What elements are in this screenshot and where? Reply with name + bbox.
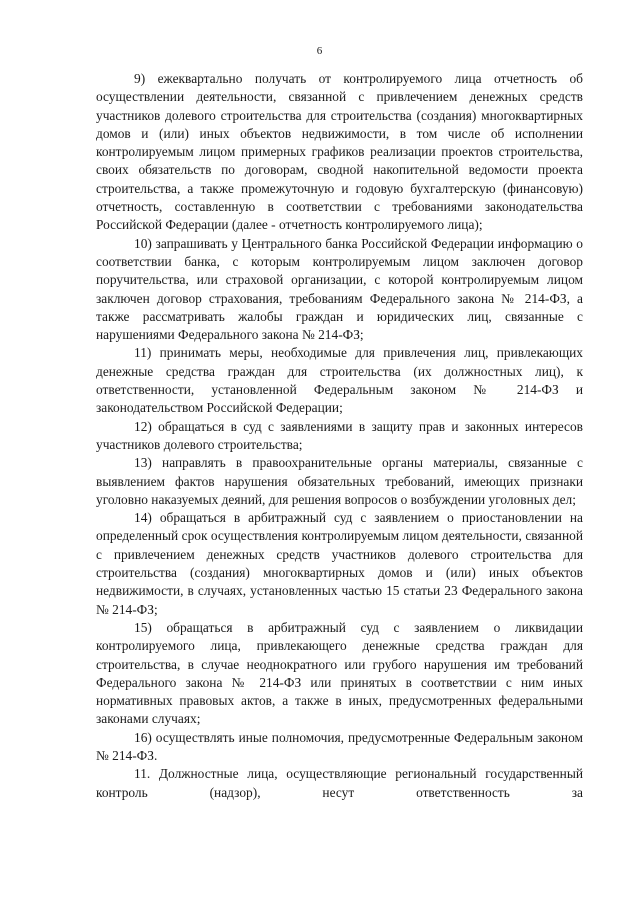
- paragraph-item-13: 13) направлять в правоохранительные органы материалы, связанные с выявлением фактов нарушения обязательных требований, имеющих признаки уголовно наказуемых деяний, для решения вопросов о возбуждении уголовных дел;: [96, 455, 583, 507]
- paragraph-section-11: 11. Должностные лица, осуществляющие региональный государственный контроль (надзор), несут ответственность за: [96, 766, 583, 800]
- paragraph-item-12: 12) обращаться в суд с заявлениями в защиту прав и законных интересов участников долевого строительства;: [96, 418, 583, 452]
- paragraph-item-15: 15) обращаться в арбитражный суд с заявлением о ликвидации контролируемого лица, привлекающего денежные средства граждан для строительства, в случае неоднократного или грубого нарушения им требований Федерального закона № 214-ФЗ или принятых в соответствии с ним иных нормативных правовых актов, а также в иных, предусмотренных федеральными законами случаях;: [96, 619, 583, 727]
- paragraph-item-10: 10) запрашивать у Центрального банка Российской Федерации информацию о соответствии банка, с которым контролируемым лицом заключен договор поручительства, или страховой организации, с которой контролируемым лицом заключен договор страхования, требованиям Федерального закона № 214-ФЗ, а также рассматривать жалобы граждан и юридических лиц, связанные с нарушениями Федерального закона № 214-ФЗ;: [96, 235, 583, 343]
- page-number: 6: [316, 45, 323, 57]
- paragraph-item-11: 11) принимать меры, необходимые для привлечения лиц, привлекающих денежные средства граждан для строительства (их должностных лиц), к ответственности, установленной Федеральным законом № 214-ФЗ и законодательством Российской Федерации;: [96, 345, 583, 416]
- paragraph-item-16: 16) осуществлять иные полномочия, предусмотренные Федеральным законом № 214-ФЗ.: [96, 729, 583, 763]
- paragraph-item-9: 9) ежеквартально получать от контролируемого лица отчетность об осуществлении деятельности, связанной с привлечением денежных средств участников долевого строительства для строительства (создания) многоквартирных домов и (или) иных объектов недвижимости, в том числе об исполнении контролируемым лицом примерных графиков реализации проектов строительства, своих обязательств по договорам, сводной накопительной ведомости проекта строительства, а также промежуточную и годовую бухгалтерскую (финансовую) отчетность, составленную в соответствии с требованиями законодательства Российской Федерации (далее - отчетность контролируемого лица);: [96, 71, 583, 233]
- paragraph-item-14: 14) обращаться в арбитражный суд с заявлением о приостановлении на определенный срок осуществления контролируемым лицом деятельности, связанной с привлечением денежных средств участников долевого строительства для строительства (создания) многоквартирных домов и (или) иных объектов недвижимости, в случаях, установленных частью 15 статьи 23 Федерального закона № 214-ФЗ;: [96, 510, 583, 617]
- document-body: [96, 70, 583, 802]
